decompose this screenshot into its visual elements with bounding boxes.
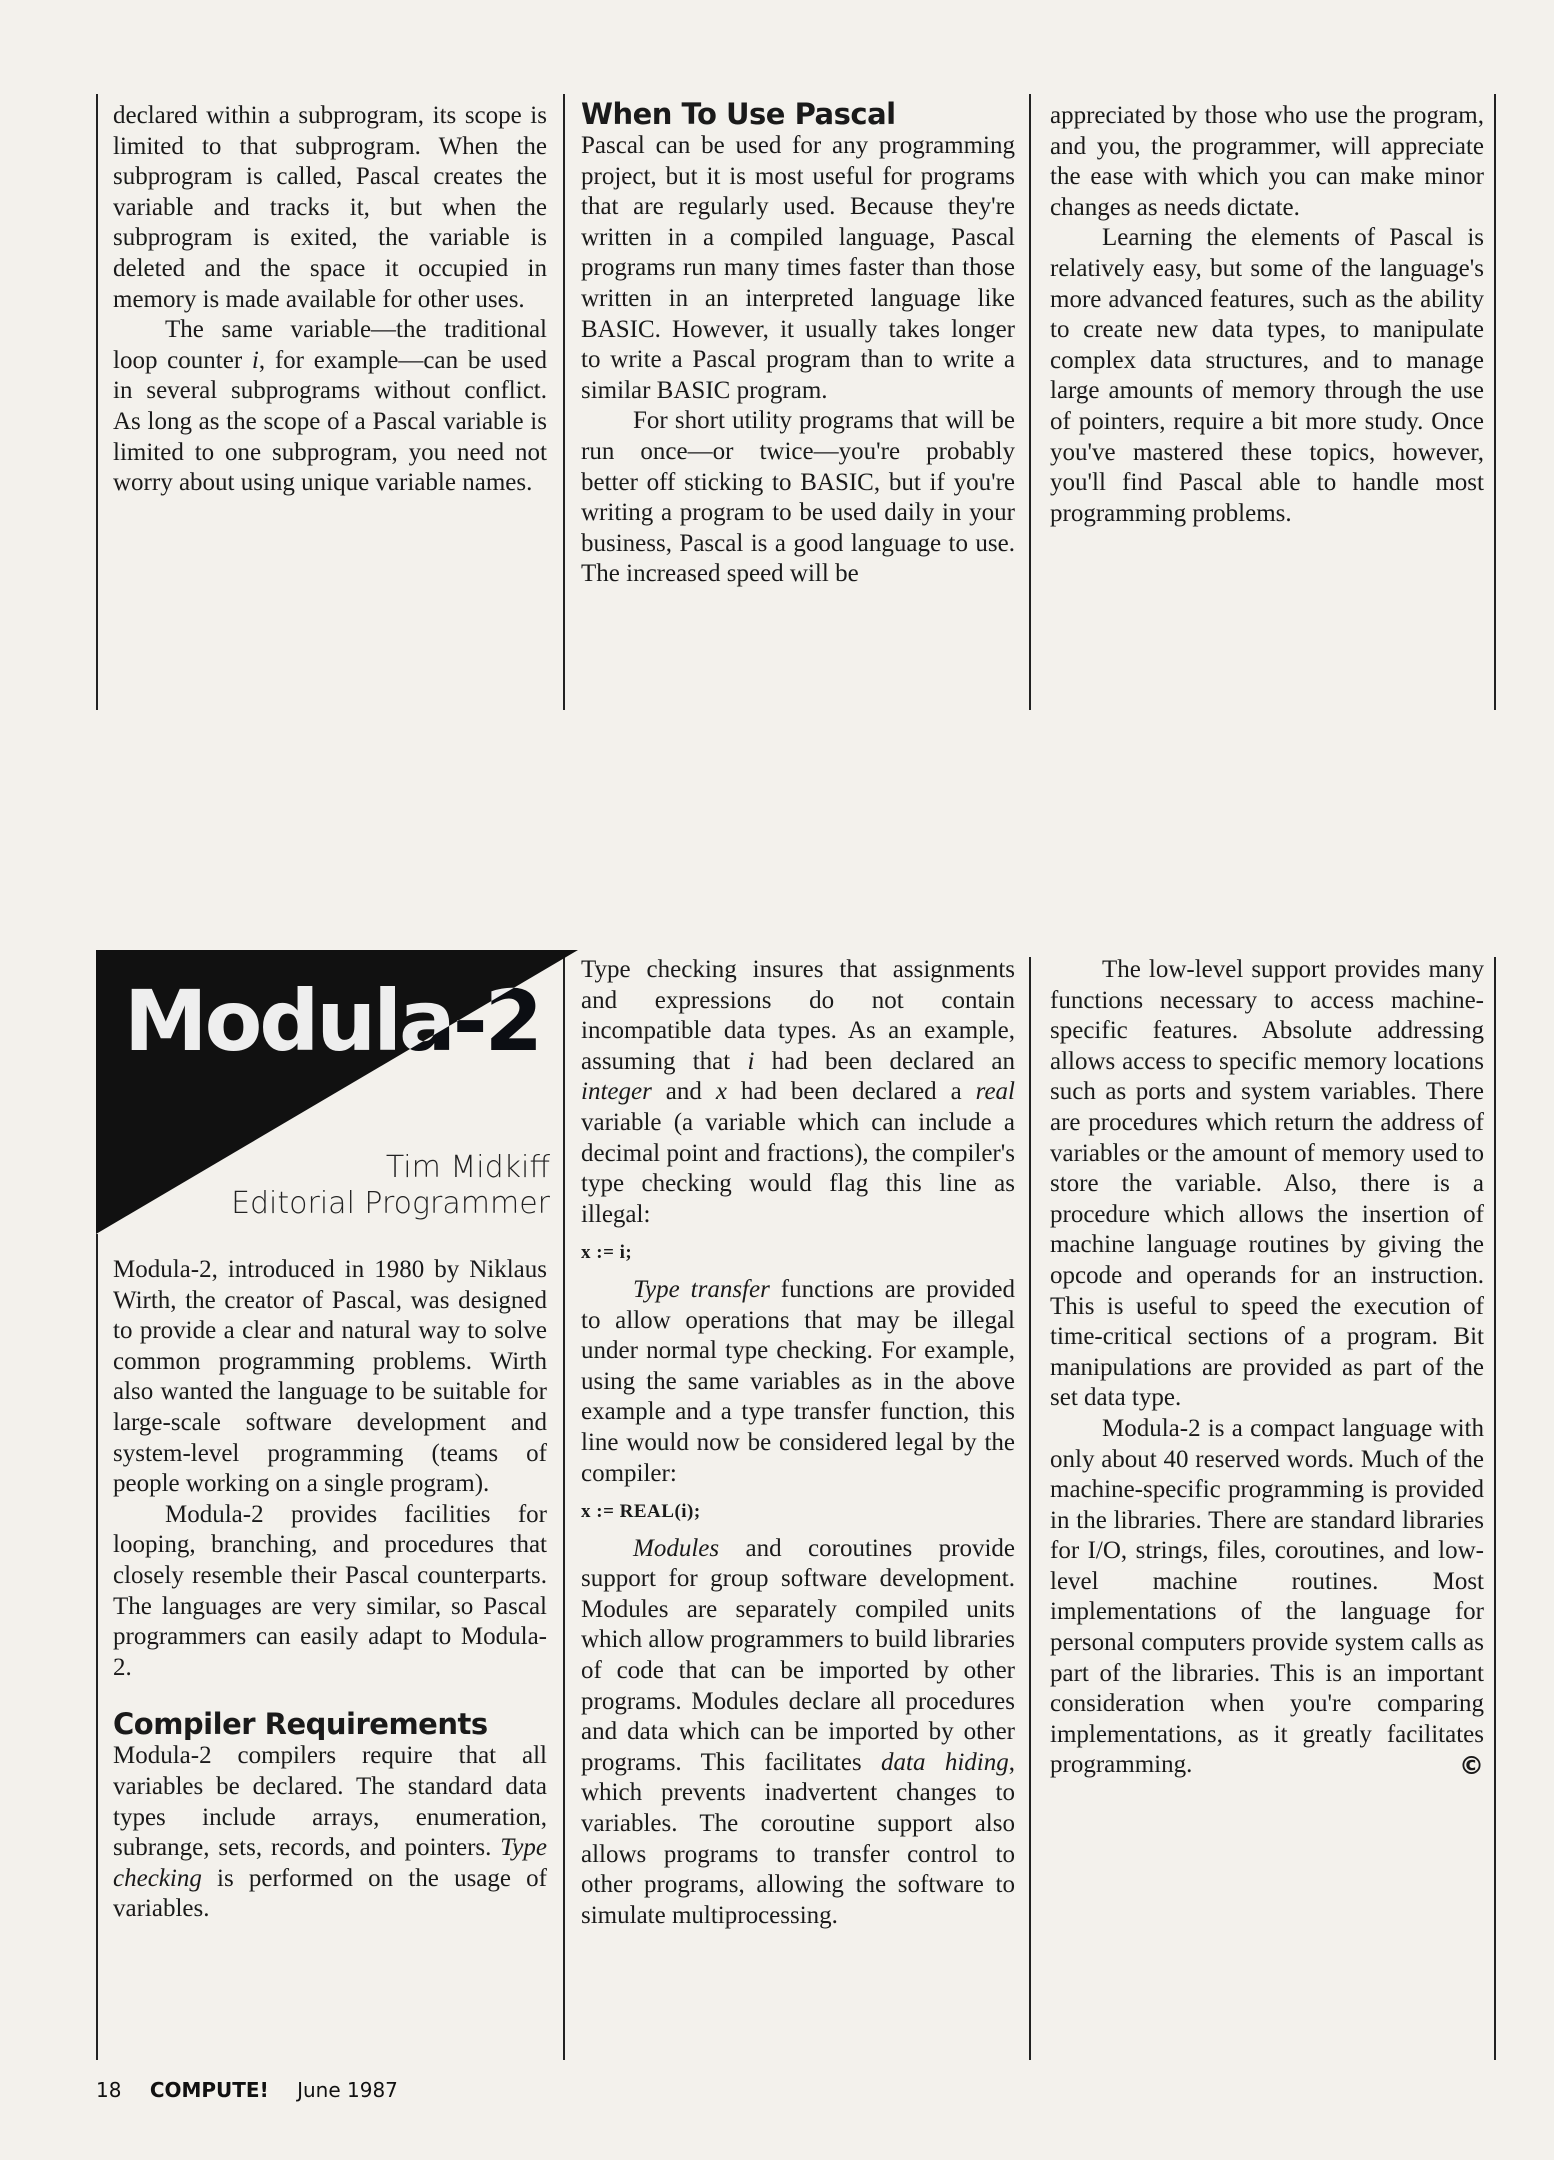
paragraph-text: is performed on the usage of variables.	[113, 1864, 547, 1923]
emphasis-text: i	[747, 1047, 755, 1075]
paragraph	[113, 315, 547, 499]
article-column-3	[1050, 955, 1484, 1782]
body-text	[581, 955, 1015, 1230]
column-rule	[563, 94, 565, 710]
paragraph-text: Pascal can be used for any programming project, but it is most useful for programs that are regularly used. Because they're written in a compiled language, Pascal programs run many times faster than those written in an interpreted language like BASIC. However, it usually takes longer to write a Pascal program than to write a similar BASIC program.	[581, 132, 1015, 404]
emphasis-text: real	[975, 1078, 1015, 1106]
end-mark-icon: ©	[1459, 1751, 1484, 1781]
column-rule	[96, 1234, 98, 2060]
section-body	[581, 131, 1015, 590]
paragraph-text: Modula-2, introduced in 1980 by Niklaus Wirth, the creator of Pascal, was designed to provide a clear and natural way to solve common programming problems. Wirth also wanted the language to be suitable for large-scale software development and system-level programming (teams of people working on a single program).	[113, 1256, 547, 1498]
magazine-name: COMPUTE!	[149, 2078, 269, 2102]
paragraph-text: appreciated by those who use the program, and you, the programmer, will appreciate the ease with which you can make minor changes as needs dictate.	[1050, 102, 1484, 221]
paragraph	[581, 1275, 1015, 1489]
paragraph-text: Learning the elements of Pascal is relatively easy, but some of the language's more advanced features, such as the ability to create new data types, to manipulate complex data structures, and to manage large amounts of memory through the use of pointers, require a bit more study. Once you've mastered these topics, however, you'll find Pascal able to handle most programming problems.	[1050, 224, 1484, 527]
article-title: Modula-2	[124, 972, 541, 1070]
body-text	[581, 1534, 1015, 1932]
column-rule	[1494, 957, 1496, 2060]
article-column-2	[581, 955, 1015, 1931]
paragraph-text: Modula-2 compilers require that all variables be declared. The standard data types include arrays, enumeration, subrange, sets, records, and pointers.	[113, 1742, 547, 1862]
section-body	[113, 1741, 547, 1925]
author-name: Tim Midkiff	[385, 1150, 550, 1185]
paragraph-text: and coroutines provide support for group software development. Modules are separately compiled units which allow programmers to build libraries of code that can be imported by other programs. Modules declare all procedures and data which can be imported by other programs. This facilitates	[581, 1534, 1015, 1776]
article-banner	[96, 950, 578, 1234]
top-column-3	[1050, 101, 1484, 529]
paragraph	[113, 1255, 547, 1500]
paragraph	[1050, 1414, 1484, 1781]
body-text	[1050, 955, 1484, 1781]
emphasis-text: Modules	[633, 1534, 720, 1562]
paragraph	[581, 1534, 1015, 1932]
paragraph-text: Modula-2 provides facilities for looping, branching, and procedures that closely resemble their Pascal counterparts. The languages are very similar, so Pascal programmers can easily adapt to Modula-2.	[113, 1500, 547, 1681]
paragraph-text: The low-level support provides many functions necessary to access machine-specific features. Absolute addressing allows access to specific memory locations such as ports and system variables. There are procedures which return the address of variables or the amount of memory used to store the variable. Also, there is a procedure which allows the insertion of machine language routines by giving the opcode and operands for an instruction. This is useful to speed the execution of time-critical sections of a program. Bit manipulations are provided as part of the set data type.	[1050, 956, 1484, 1412]
emphasis-text: Type checking	[113, 1834, 547, 1892]
column-rule	[1494, 94, 1496, 710]
paragraph-text: , for example—can be used in several subprograms without conflict. As long as the scope of a Pascal variable is limited to one subprogram, you need not worry about using unique variable names.	[113, 346, 547, 497]
paragraph-text: Modula-2 is a compact language with only about 40 reserved words. Much of the machine-specific programming is provided in the libraries. There are standard libraries for I/O, strings, files, coroutines, and low-level machine routines. Most implementations of the language for personal computers provide system calls as part of the libraries. This is an important consideration when you're comparing implementations, as it greatly facilitates programming.	[1050, 1414, 1484, 1779]
paragraph-text: variable (a variable which can include a decimal point and fractions), the compiler's type checking would flag this line as illegal:	[581, 1108, 1015, 1228]
paragraph	[113, 1500, 547, 1684]
paragraph	[113, 1741, 547, 1925]
paragraph-text: and	[651, 1078, 716, 1106]
emphasis-text: integer	[581, 1078, 652, 1106]
intro-text	[113, 1255, 547, 1683]
author-role: Editorial Programmer	[231, 1186, 550, 1221]
paragraph	[581, 955, 1015, 1230]
page-number: 18	[96, 2078, 122, 2102]
section-heading: Compiler Requirements	[113, 1707, 488, 1742]
page-footer	[96, 2078, 420, 2102]
column-rule	[1029, 957, 1031, 2060]
paragraph-text: , which prevents inadvertent changes to variables. The coroutine support also allows programs to transfer control to other programs, allowing the software to simulate multiprocessing.	[581, 1748, 1015, 1929]
paragraph	[113, 101, 547, 315]
code-line: x := i;	[581, 1242, 633, 1264]
paragraph	[1050, 101, 1484, 223]
paragraph	[581, 131, 1015, 406]
code-line: x := REAL(i);	[581, 1501, 701, 1523]
paragraph-text: functions are provided to allow operations that may be illegal under normal type checking. For example, using the same variables as in the above example and a type transfer function, this line would now be considered legal by the compiler:	[581, 1275, 1015, 1487]
paragraph	[1050, 223, 1484, 529]
paragraph-text: For short utility programs that will be run once—or twice—you're probably better off sticking to BASIC, but if you're writing a program to be used daily in your business, Pascal is a good language to use. The increased speed will be	[581, 407, 1015, 588]
article-column-1	[113, 1255, 547, 1925]
emphasis-text: x	[715, 1078, 727, 1106]
body-text	[581, 1275, 1015, 1489]
paragraph	[1050, 955, 1484, 1414]
section-heading: When To Use Pascal	[581, 97, 896, 131]
byline	[231, 1150, 550, 1222]
emphasis-text: data hiding	[881, 1748, 1009, 1776]
paragraph	[581, 406, 1015, 590]
paragraph-text: had been declared an	[754, 1047, 1016, 1075]
emphasis-text: i	[251, 346, 259, 374]
paragraph-text: The same variable—the traditional loop counter	[113, 316, 547, 374]
paragraph-text: declared within a subprogram, its scope is limited to that subprogram. When the subprogram is called, Pascal creates the variable and tracks it, but when the subprogram is exited, the variable is deleted and the space it occupied in memory is made available for other uses.	[113, 102, 547, 313]
column-rule	[96, 94, 98, 710]
column-rule	[1029, 94, 1031, 710]
paragraph-text: Type checking insures that assignments and expressions do not contain incompatible data types. As an example, assuming that	[581, 956, 1015, 1075]
emphasis-text: Type transfer	[633, 1275, 770, 1303]
paragraph-text: had been declared a	[726, 1078, 976, 1106]
issue-date: June 1987	[297, 2078, 398, 2102]
top-column-1	[113, 101, 547, 499]
top-column-2	[581, 97, 1015, 590]
